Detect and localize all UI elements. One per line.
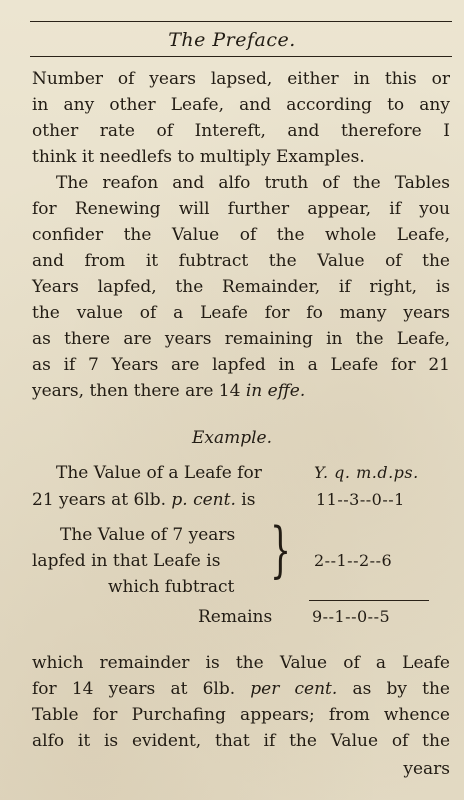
- example-row6-value: 9--1--0--5: [312, 607, 391, 626]
- para2-line-4: and from it fubtract the Value of the: [32, 251, 450, 271]
- example-row2-italic: p. cent.: [171, 490, 236, 510]
- para3-line-3: Table for Purchafing appears; from whence: [32, 705, 450, 725]
- example-row4-value: 2--1--2--6: [314, 551, 393, 570]
- para3-line-2-text-b: as by the: [337, 679, 450, 699]
- para2-line-6: the value of a Leafe for fo many years: [32, 303, 450, 323]
- para2-line-3: confider the Value of the whole Leafe,: [32, 225, 450, 245]
- para2-line-9-italic: in effe.: [245, 381, 306, 401]
- example-row3-label: The Value of 7 years: [60, 525, 236, 545]
- example-row2-text-b: is: [235, 490, 256, 510]
- para2-line-9: [32, 378, 450, 405]
- para2-line-1: The reafon and alfo truth of the Tables: [56, 173, 450, 193]
- para2-line-8: as if 7 Years are lapfed in a Leafe for 21: [32, 355, 450, 375]
- para3-line-2-text-a: for 14 years at 6lb.: [32, 679, 251, 699]
- para3-line-2-italic: per cent.: [250, 679, 338, 699]
- para2-line-2: for Renewing will further appear, if you: [32, 199, 450, 219]
- catchword: years: [403, 759, 450, 779]
- para3-line-1: which remainder is the Value of a Leafe: [32, 653, 450, 673]
- example-row6-label: Remains: [198, 607, 273, 627]
- para1-line-2: in any other Leafe, and according to any: [32, 95, 450, 115]
- example-row2-value: 11--3--0--1: [316, 490, 405, 509]
- example-row4-label: lapfed in that Leafe is: [32, 551, 221, 571]
- para2-line-9-text: years, then there are 14: [32, 381, 246, 401]
- top-rule: [30, 21, 452, 22]
- sum-rule: [309, 600, 429, 601]
- example-row2-label: [32, 489, 255, 511]
- curly-brace: }: [270, 515, 292, 585]
- para3-line-4: alfo it is evident, that if the Value of the: [32, 731, 450, 751]
- example-row5-label: which fubtract: [108, 577, 235, 597]
- para1-line-3: other rate of Intereft, and therefore I: [32, 121, 450, 141]
- example-row2-text-a: 21 years at 6lb.: [32, 490, 172, 510]
- para2-line-7: as there are years remaining in the Leafe,: [32, 329, 450, 349]
- para2-line-5: Years lapfed, the Remainder, if right, is: [32, 277, 450, 297]
- example-heading: Example.: [191, 428, 273, 448]
- para3-line-2: [32, 676, 450, 703]
- example-units-header: Y. q. m.d.ps.: [314, 463, 419, 482]
- para1-line-4: think it needlefs to multiply Examples.: [32, 147, 365, 167]
- para1-line-1: Number of years lapsed, either in this or: [32, 69, 450, 89]
- example-row1-label: The Value of a Leafe for: [56, 463, 262, 483]
- head-rule: [30, 56, 452, 57]
- running-head: The Preface.: [168, 29, 296, 51]
